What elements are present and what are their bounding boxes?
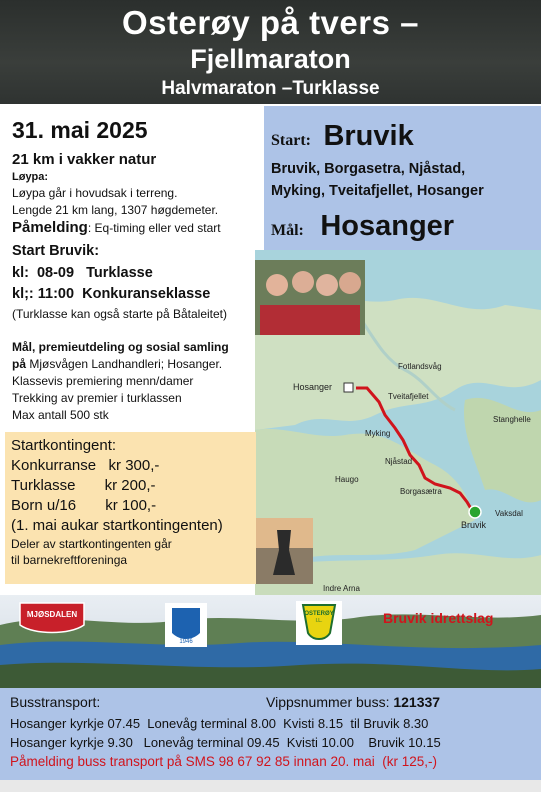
time-turklasse: kl: 08-09 Turklasse: [12, 265, 153, 281]
finish-pa: på: [12, 357, 27, 371]
label-haugo: Haugo: [335, 475, 359, 484]
runner-face-4: [339, 272, 361, 294]
registration-method: : Eq-timing eller ved start: [87, 221, 221, 235]
header-banner: [0, 0, 541, 104]
runners-jackets: [260, 305, 360, 335]
route-map: [255, 250, 541, 595]
fee-heading: Startkontingent:: [11, 437, 117, 454]
event-classes: Halvmaraton –Turklasse: [161, 78, 380, 99]
panorama-photo: [0, 595, 541, 690]
label-borgasaetra: Borgasætra: [400, 487, 442, 496]
time-konkurranse: kl;: 11:00 Konkuranseklasse: [12, 286, 211, 302]
fee-born: Born u/16 kr 100,-: [11, 497, 157, 514]
bus-schedule-2: Hosanger kyrkje 9.30 Lonevåg terminal 09.45 Kvisti 10.00 Bruvik 10.15: [10, 735, 441, 750]
route-desc-2: Lengde 21 km lang, 1307 høgdemeter.: [12, 203, 219, 217]
runner-face-1: [266, 274, 288, 296]
finish-place: Mjøsvågen Landhandleri; Hosanger.: [26, 357, 223, 371]
route-line-2: Myking, Tveitafjellet, Hosanger: [271, 183, 484, 199]
fil-year: 1946: [179, 639, 193, 645]
osteroy-logo-text: OSTERØY: [304, 611, 334, 617]
finish-flag-icon: [344, 383, 353, 392]
start-marker-icon: [469, 506, 481, 518]
label-myking: Myking: [365, 429, 391, 438]
goal-label: Mål:: [271, 222, 304, 239]
turklasse-note: (Turklasse kan også starte på Båtaleitet): [12, 307, 227, 321]
registration-info: [12, 219, 221, 237]
start-row: [271, 120, 414, 153]
vipps-info: [266, 694, 440, 710]
distance-tagline: 21 km i vakker natur: [12, 151, 157, 168]
label-bruvik: Bruvik: [461, 520, 487, 530]
start-heading: Start Bruvik:: [12, 243, 100, 259]
route-line-1: Bruvik, Borgasetra, Njåstad,: [271, 161, 466, 177]
route-heading: Løypa:: [12, 171, 49, 183]
label-njastad: Njåstad: [385, 457, 413, 466]
event-title: Osterøy på tvers –: [122, 4, 419, 41]
start-label: Start:: [271, 132, 311, 149]
bus-title: Busstransport:: [10, 694, 101, 710]
runner-face-2: [292, 271, 314, 293]
start-finish-box: [264, 106, 541, 252]
label-vaksdal: Vaksdal: [495, 509, 523, 518]
footer-strip: [0, 780, 541, 792]
vipps-number: 121337: [393, 694, 441, 710]
bruvik-idrettslag-text: Bruvik idrettslag: [383, 610, 494, 626]
osteroy-logo-sub: I.L.: [315, 618, 323, 624]
goal-row: [271, 210, 454, 243]
label-stanghelle: Stanghelle: [493, 415, 531, 424]
finish-location: [12, 356, 222, 373]
label-indre-arna: Indre Arna: [323, 584, 360, 593]
event-date: 31. mai 2025: [12, 117, 148, 143]
fee-box: [5, 432, 256, 584]
bus-info-box: [0, 688, 541, 780]
finish-heading: Mål, premieutdeling og sosial samling: [12, 340, 229, 354]
fil-shield-icon: [172, 608, 200, 639]
fee-share-1: Deler av startkontingenten går: [11, 537, 172, 551]
mjosdalen-logo-text: MJØSDALEN: [26, 610, 78, 619]
vipps-label: Vippsnummer buss:: [266, 694, 394, 710]
fee-turklasse: Turklasse kr 200,-: [11, 477, 156, 494]
fee-konkurranse: Konkurranse kr 300,-: [11, 457, 160, 474]
goal-place: Hosanger: [320, 210, 455, 242]
fee-note: (1. mai aukar startkontingenten): [11, 517, 223, 534]
event-subtitle: Fjellmaraton: [190, 44, 351, 74]
bus-schedule-1: Hosanger kyrkje 07.45 Lonevåg terminal 8.00 Kvisti 8.15 til Bruvik 8.30: [10, 716, 429, 731]
label-tveitafjellet: Tveitafjellet: [388, 392, 429, 401]
start-place: Bruvik: [323, 120, 414, 152]
fee-share-2: til barnekreftforeninga: [11, 553, 128, 567]
label-hosanger: Hosanger: [293, 382, 333, 392]
bus-signup: Påmelding buss transport på SMS 98 67 92 85 innan 20. mai (kr 125,-): [10, 754, 437, 769]
route-desc-1: Løypa går i hovudsak i terreng.: [12, 186, 178, 200]
runner-face-3: [316, 274, 338, 296]
info-max: Max antall 500 stk: [12, 408, 109, 422]
label-fotlandsvag: Fotlandsvåg: [398, 362, 442, 371]
registration-label: Påmelding: [12, 219, 88, 236]
info-prizes: Klassevis premiering menn/damer: [12, 374, 194, 388]
info-draw: Trekking av premier i turklassen: [12, 391, 182, 405]
